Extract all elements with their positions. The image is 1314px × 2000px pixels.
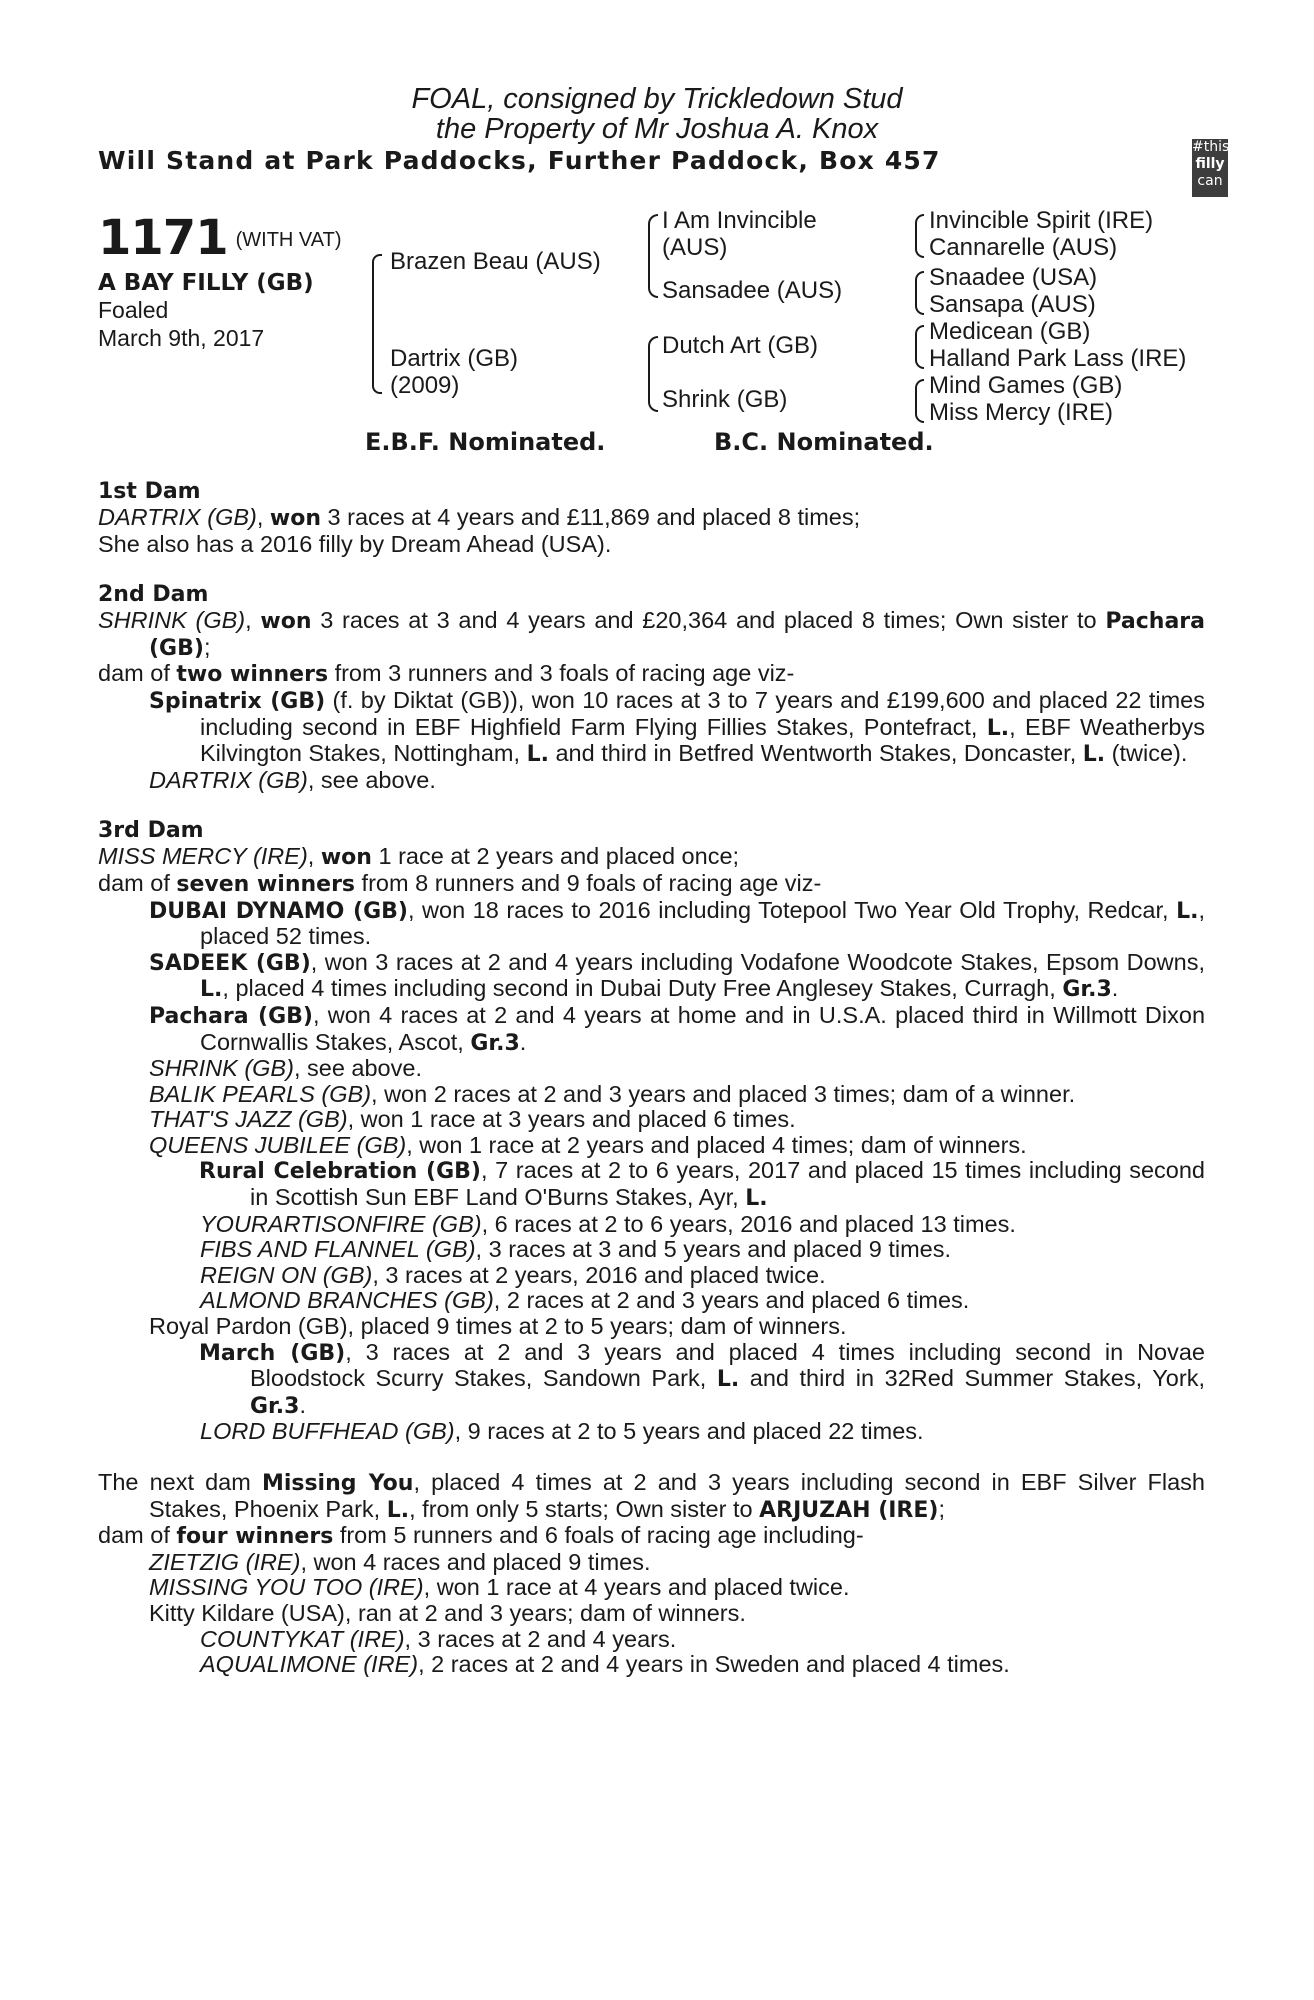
produce-entry: SADEEK (GB), won 3 races at 2 and 4 years including Vodafone Woodcote Stakes, Epsom Downs, L., placed 4 times including second in Dubai Duty Free Anglesey Stakes, Curragh, Gr.3. <box>149 948 1205 1003</box>
grandsire-4: Mind Games (GB) <box>929 372 1123 399</box>
produce-entry: MISSING YOU TOO (IRE), won 1 race at 4 years and placed twice. <box>149 1574 850 1601</box>
produce-entry: AQUALIMONE (IRE), 2 races at 2 and 4 years in Sweden and placed 4 times. <box>200 1651 1010 1678</box>
pedigree-brace-g4 <box>915 379 924 423</box>
third-dam-record: MISS MERCY (IRE), won 1 race at 2 years and placed once; <box>98 843 740 871</box>
lot-title: A BAY FILLY (GB) <box>98 270 314 296</box>
first-dam-record: DARTRIX (GB), won 3 races at 4 years and £11,869 and placed 8 times; <box>98 504 861 531</box>
pedigree-brace-g1 <box>915 214 924 258</box>
second-dam-produce-summary: dam of two winners from 3 runners and 3 foals of racing age viz- <box>98 660 795 688</box>
pedigree-brace-dam <box>648 336 658 412</box>
first-dam-heading: 1st Dam <box>98 479 201 504</box>
pedigree-brace-g2 <box>915 271 924 315</box>
grandsire-2: Snaadee (USA) <box>929 264 1098 291</box>
produce-entry: FIBS AND FLANNEL (GB), 3 races at 3 and 5 years and placed 9 times. <box>200 1236 952 1263</box>
pedigree-brace-g3 <box>915 325 924 369</box>
pedigree-brace-main <box>372 254 382 394</box>
grandsire-1: Invincible Spirit (IRE) <box>929 207 1154 234</box>
produce-entry: Royal Pardon (GB), placed 9 times at 2 to 5 years; dam of winners. <box>149 1313 847 1340</box>
ebf-nomination: E.B.F. Nominated. <box>365 428 606 456</box>
produce-entry: THAT'S JAZZ (GB), won 1 race at 3 years and placed 6 times. <box>149 1106 796 1133</box>
lot-number: 1171 <box>98 210 228 266</box>
produce-entry: DARTRIX (GB), see above. <box>149 766 436 793</box>
bc-nomination: B.C. Nominated. <box>714 428 934 456</box>
vat-note: (WITH VAT) <box>235 229 342 251</box>
sire-sire-l1: I Am Invincible <box>662 207 817 234</box>
produce-entry: Rural Celebration (GB), 7 races at 2 to 6 years, 2017 and placed 15 times including second in Scottish Sun EBF Land O'Burns Stakes, Ayr, L. <box>199 1157 1205 1212</box>
location-line: Will Stand at Park Paddocks, Further Paddock, Box 457 <box>98 146 941 175</box>
foaled-date: March 9th, 2017 <box>98 325 265 351</box>
pedigree-brace-sire <box>648 214 658 298</box>
granddam-1: Cannarelle (AUS) <box>929 234 1118 261</box>
produce-entry: LORD BUFFHEAD (GB), 9 races at 2 to 5 years and placed 22 times. <box>200 1418 924 1445</box>
third-dam-heading: 3rd Dam <box>98 818 204 844</box>
second-dam-record: SHRINK (GB), won 3 races at 3 and 4 years and £20,364 and placed 8 times; Own sister to Pachara (GB); <box>98 607 1205 661</box>
second-dam-heading: 2nd Dam <box>98 582 209 608</box>
produce-entry: YOURARTISONFIRE (GB), 6 races at 2 to 6 years, 2016 and placed 13 times. <box>200 1210 1016 1237</box>
sire-dam: Sansadee (AUS) <box>662 277 843 304</box>
produce-entry: Pachara (GB), won 4 races at 2 and 4 years at home and in U.S.A. placed third in Willmott Dixon Cornwallis Stakes, Ascot, Gr.3. <box>149 1001 1206 1056</box>
granddam-2: Sansapa (AUS) <box>929 291 1096 318</box>
foaled-label: Foaled <box>98 297 169 323</box>
granddam-4: Miss Mercy (IRE) <box>929 399 1113 426</box>
grandsire-3: Medicean (GB) <box>929 318 1091 345</box>
produce-entry: Spinatrix (GB) (f. by Diktat (GB)), won 10 races at 3 to 7 years and £199,600 and placed 22 times including second in EBF Highfield Farm Flying Fillies Stakes, Pontefract, L., EBF Weatherbys Kilvington Stakes, Nottingham, L. and third in Betfred Wentworth Stakes, Doncaster, L. (twice). <box>149 686 1206 768</box>
first-dam-produce: She also has a 2016 filly by Dream Ahead (USA). <box>98 530 612 557</box>
lot-info <box>98 210 342 352</box>
produce-entry: COUNTYKAT (IRE), 3 races at 2 and 4 years. <box>200 1625 677 1652</box>
produce-record <box>98 479 1205 1678</box>
produce-entry: QUEENS JUBILEE (GB), won 1 race at 2 years and placed 4 times; dam of winners. <box>149 1131 1027 1158</box>
produce-entry: ALMOND BRANCHES (GB), 2 races at 2 and 3 years and placed 6 times. <box>200 1287 970 1314</box>
property-line: the Property of Mr Joshua A. Knox <box>435 113 879 145</box>
produce-entry: BALIK PEARLS (GB), won 2 races at 2 and 3 years and placed 3 times; dam of a winner. <box>149 1080 1076 1107</box>
consignor-line: FOAL, consigned by Trickledown Stud <box>411 83 903 115</box>
next-dam-produce-summary: dam of four winners from 5 runners and 6 foals of racing age including- <box>98 1522 864 1550</box>
produce-entry: Kitty Kildare (USA), ran at 2 and 3 years; dam of winners. <box>149 1599 746 1626</box>
produce-entry: REIGN ON (GB), 3 races at 2 years, 2016 and placed twice. <box>200 1261 826 1288</box>
dam-year: (2009) <box>390 372 460 399</box>
sire-sire-l2: (AUS) <box>662 234 728 261</box>
granddam-3: Halland Park Lass (IRE) <box>929 345 1187 372</box>
dam-name: Dartrix (GB) <box>390 345 518 372</box>
produce-entry: SHRINK (GB), see above. <box>149 1055 422 1082</box>
sire: Brazen Beau (AUS) <box>390 248 601 275</box>
dam-dam: Shrink (GB) <box>662 386 788 413</box>
produce-entry: ZIETZIG (IRE), won 4 races and placed 9 times. <box>149 1548 651 1575</box>
produce-entry: March (GB), 3 races at 2 and 3 years and placed 4 times including second in Novae Bloodstock Scurry Stakes, Sandown Park, L. and third in 32Red Summer Stakes, York, Gr.3. <box>199 1338 1205 1419</box>
produce-entry: DUBAI DYNAMO (GB), won 18 races to 2016 including Totepool Two Year Old Trophy, Redcar, L., placed 52 times. <box>149 896 1205 950</box>
third-dam-produce-summary: dam of seven winners from 8 runners and 9 foals of racing age viz- <box>98 869 822 897</box>
dam-sire: Dutch Art (GB) <box>662 332 819 359</box>
next-dam-record: The next dam Missing You, placed 4 times at 2 and 3 years including second in EBF Silver Flash Stakes, Phoenix Park, L., from only 5 starts; Own sister to ARJUZAH (IRE); <box>98 1469 1206 1523</box>
this-filly-can-logo: #this filly can <box>1192 139 1228 197</box>
